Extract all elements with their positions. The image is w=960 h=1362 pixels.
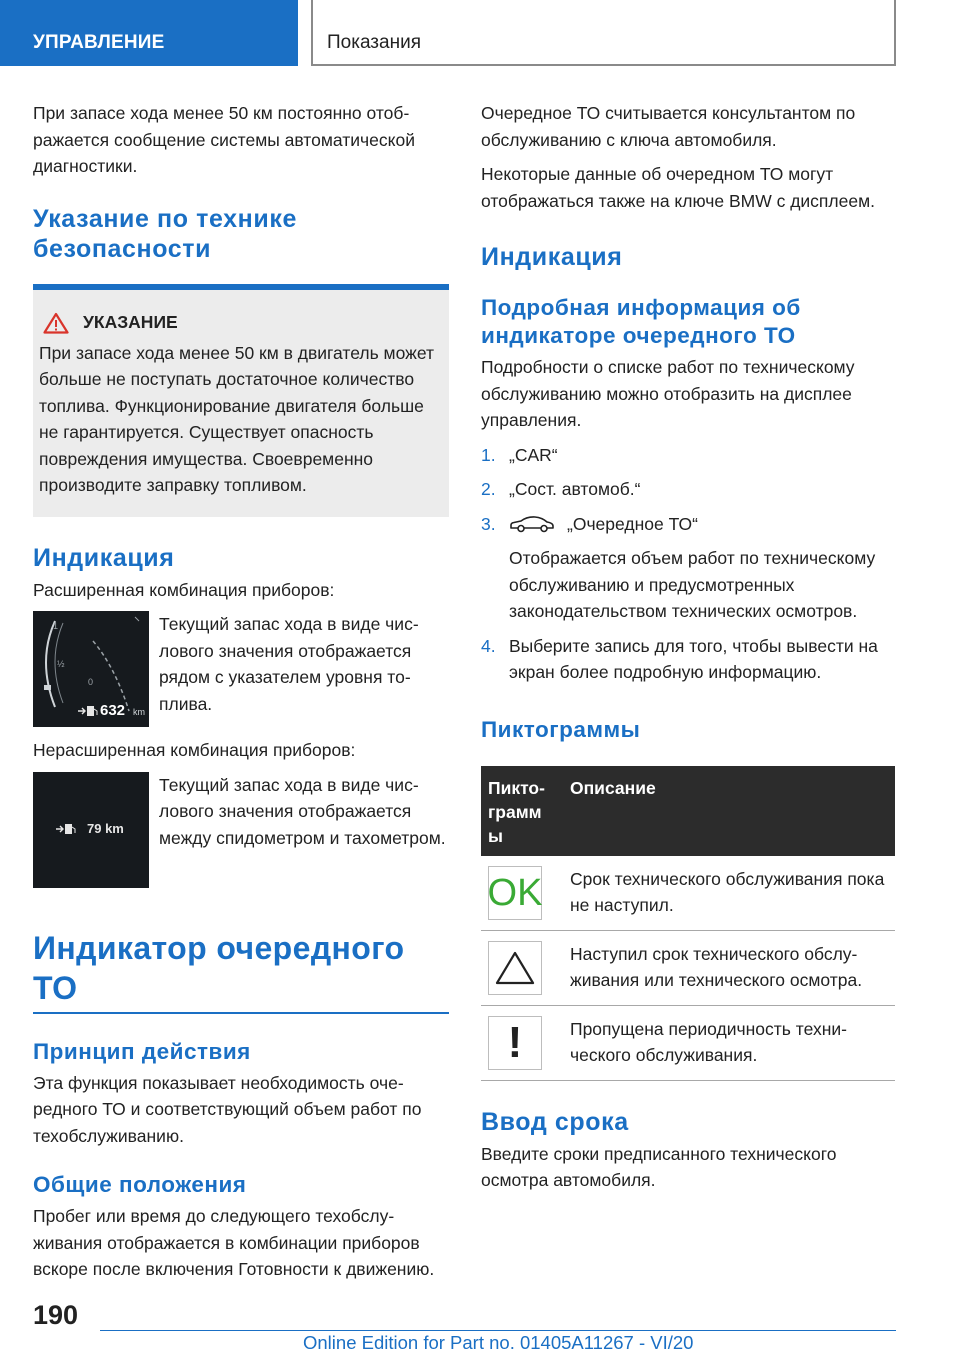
pictograms-heading: Пиктограммы <box>481 716 641 742</box>
table-row <box>481 856 895 931</box>
step-subtext: Отображается объем работ по техническому обслуживанию и предусмотренных законодательством технических осмотров. <box>509 548 876 621</box>
table-header-row <box>481 766 895 856</box>
gauge-tick-empty: 0 <box>88 677 94 687</box>
warning-title: УКАЗАНИЕ <box>83 312 178 332</box>
display-heading-left: Индикация <box>33 543 175 572</box>
basic-cluster-row <box>33 772 449 888</box>
basic-cluster-label: Нерасширенная комбинация приборов: <box>33 740 356 760</box>
step-text: Выберите запись для того, чтобы вывести на экран более подробную информацию. <box>509 635 878 682</box>
principle-heading: Принцип действия <box>33 1038 251 1064</box>
step-content <box>509 511 897 625</box>
list-item <box>481 511 897 625</box>
section-tab: УПРАВЛЕНИЕ <box>0 0 298 66</box>
warning-text: При запасе хода менее 50 км в двигатель может больше не поступать достаточное количество топлива. Функционирование двигателя больше не гарантируется. Существует опасность повреждения имущества. Своевременно производите заправку топливом. <box>39 342 434 495</box>
principle-text: Эта функция показывает необходимость очередного ТО и соответствующий объем работ по техобслуживанию. <box>33 1072 422 1146</box>
step-number: 4. <box>481 635 496 656</box>
general-heading: Общие положения <box>33 1172 247 1197</box>
range-value: 632 <box>100 702 126 719</box>
intro-paragraph: При запасе хода менее 50 км постоянно отображается сообщение системы автоматической диагностики. <box>33 103 415 176</box>
car-icon <box>509 515 555 533</box>
chapter-title: Показания <box>311 0 896 66</box>
service-indicator-heading: Индикатор очередного ТО <box>33 929 405 1006</box>
warning-triangle-icon <box>43 312 69 334</box>
details-heading: Подробная информация об индикаторе очередного ТО <box>481 295 801 348</box>
key-read-text: Очередное ТО считывается консультантом по обслуживанию с ключа автомобиля. <box>481 103 856 150</box>
safety-heading: Указание по технике безопасности <box>33 204 297 263</box>
step-number: 1. <box>481 444 496 465</box>
service-heading-block <box>33 928 449 1014</box>
extended-cluster-image <box>33 611 149 727</box>
step-number: 2. <box>481 479 496 499</box>
key-display-text: Некоторые данные об очередном ТО могут отображаться также на ключе BMW с дисплеем. <box>481 164 875 211</box>
left-column <box>33 100 449 1283</box>
gauge-tick-full: 1 <box>53 621 59 631</box>
warning-title-row <box>39 312 439 334</box>
warning-box <box>33 284 449 517</box>
general-text: Пробег или время до следующего техобслуживания отображается в комбинации приборов вскоре после включения Готовности к движению. <box>33 1206 435 1279</box>
column-header-pictogram: Пиктограмм ы <box>481 766 563 856</box>
list-item <box>481 476 897 503</box>
exclamation-icon: ! <box>488 1016 542 1070</box>
right-column <box>481 100 897 1194</box>
date-text: Введите сроки предписанного технического осмотра автомобиля. <box>481 1143 837 1190</box>
extended-cluster-row <box>33 611 449 727</box>
fuel-pump-icon <box>55 823 77 835</box>
edition-link[interactable]: Online Edition for Part no. 01405A11267 - VI/20 <box>303 1332 694 1353</box>
row-description: Срок технического обслуживания пока не наступил. <box>563 856 895 931</box>
fuel-pump-icon <box>77 705 99 717</box>
row-description: Наступил срок технического обслуживания или технического осмотра. <box>563 930 895 1005</box>
range-unit: km <box>133 707 145 717</box>
list-item <box>481 633 897 686</box>
basic-range-value: 79 km <box>87 820 124 836</box>
display-heading-right: Индикация <box>481 243 623 271</box>
basic-cluster-text: Текущий запас хода в виде числового значения отображается между спидометром и тахометром. <box>159 774 446 848</box>
details-text: Подробности о списке работ по техническому обслуживанию можно отобразить на дисплее управления. <box>481 357 855 430</box>
step-text: „Очередное ТО“ <box>567 513 698 534</box>
page-number: 190 <box>33 1300 79 1330</box>
row-description: Пропущена периодичность технического обслуживания. <box>563 1005 895 1080</box>
warning-triangle-icon <box>488 941 542 995</box>
steps-list <box>481 442 897 686</box>
step-text: „Сост. автомоб.“ <box>509 479 641 499</box>
table-row <box>481 1005 895 1080</box>
step-text: „CAR“ <box>509 444 558 465</box>
page-header <box>0 0 960 66</box>
table-row <box>481 930 895 1005</box>
extended-cluster-text: Текущий запас хода в виде числового значения отображается рядом с указателем уровня топлива. <box>159 614 419 714</box>
column-header-description: Описание <box>563 766 895 856</box>
basic-cluster-image <box>33 772 149 888</box>
pictograms-table <box>481 766 895 1081</box>
date-heading: Ввод срока <box>481 1107 629 1136</box>
ok-icon: OK <box>488 866 542 920</box>
extended-cluster-label: Расширенная комбинация приборов: <box>33 579 335 600</box>
footer-divider <box>100 1330 896 1331</box>
list-item <box>481 442 897 469</box>
gauge-tick-half: ½ <box>57 659 65 669</box>
step-number: 3. <box>481 513 496 534</box>
